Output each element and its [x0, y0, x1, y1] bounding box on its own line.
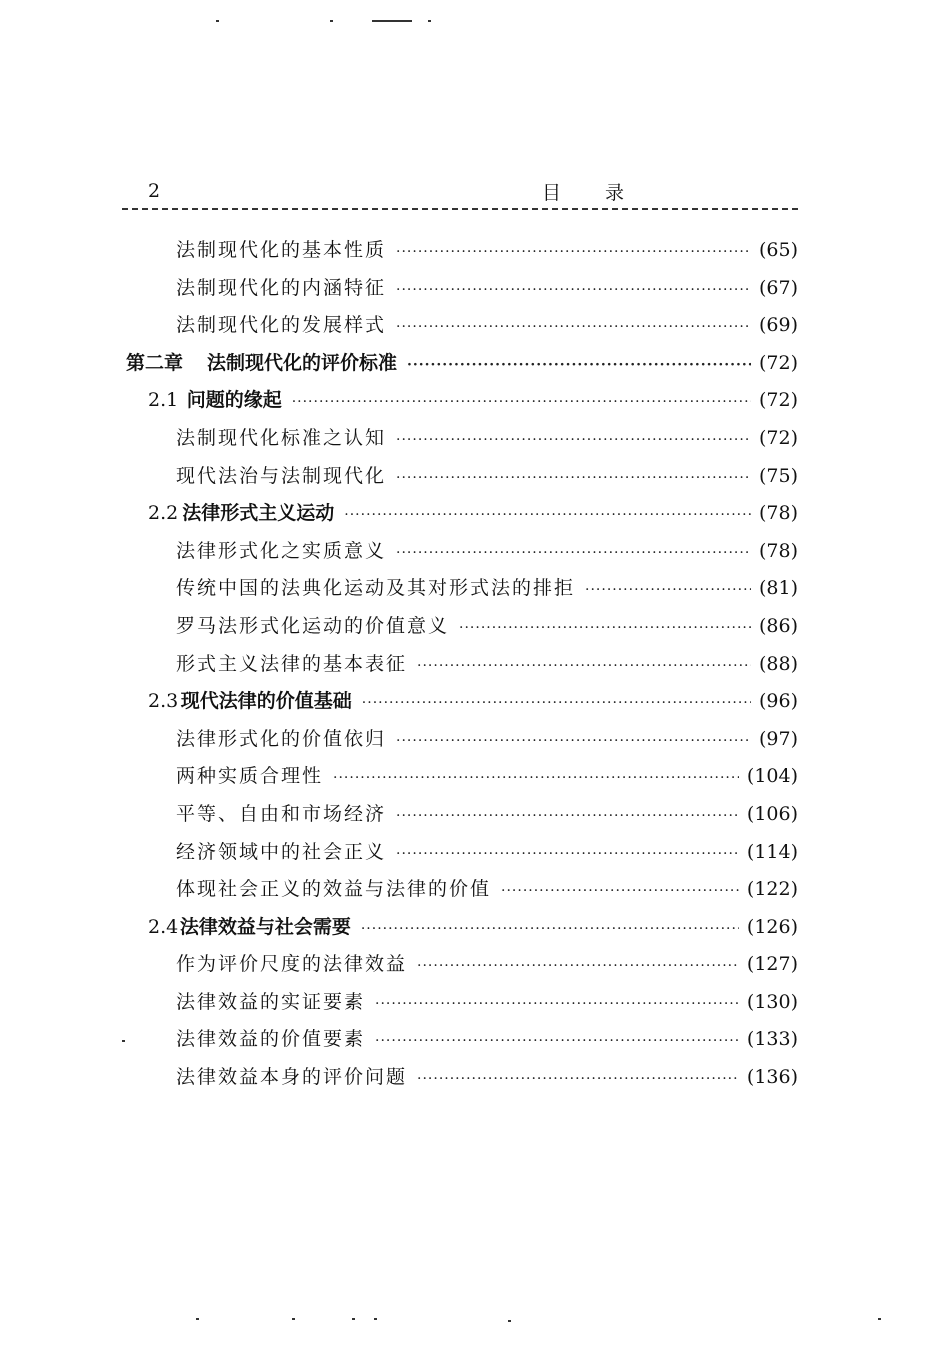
- toc-entry-title: 法制现代化的评价标准: [207, 351, 398, 374]
- toc-entry-title: 法制现代化标准之认知: [176, 426, 387, 449]
- toc-entry-page: (114): [746, 840, 798, 863]
- toc-entry-title: 法制现代化的基本性质: [176, 239, 387, 261]
- page-header: [122, 176, 798, 206]
- toc-entry-title: 法律效益的实证要素: [176, 990, 366, 1013]
- dot-leader: [396, 836, 739, 874]
- table-of-contents: [122, 232, 798, 1097]
- dot-leader: [501, 873, 739, 911]
- dot-leader: [375, 1023, 739, 1061]
- toc-entry: [122, 946, 798, 984]
- section-number: 2.2: [148, 502, 179, 525]
- toc-entry: [122, 270, 798, 308]
- toc-entry-page: (106): [746, 802, 798, 825]
- dot-leader: [417, 1061, 739, 1099]
- toc-entry-page: (126): [746, 915, 798, 938]
- toc-entry-title: 法律效益本身的评价问题: [176, 1066, 408, 1089]
- toc-entry-page: (136): [746, 1066, 798, 1089]
- toc-entry-page: (72): [758, 351, 798, 374]
- toc-entry-title: 平等、自由和市场经济: [176, 802, 387, 825]
- toc-entry-title: 传统中国的法典化运动及其对形式法的排拒: [176, 577, 576, 600]
- scan-speck: [196, 1318, 199, 1320]
- toc-entry-page: (78): [758, 502, 798, 525]
- scan-speck: [352, 1318, 355, 1320]
- toc-entry-page: (104): [746, 765, 798, 788]
- page-number: 2: [148, 180, 161, 202]
- toc-entry-title: 法律效益与社会需要: [179, 915, 351, 938]
- scan-speck: [372, 20, 412, 22]
- scan-speck: [878, 1318, 881, 1320]
- toc-entry-title: 现代法律的价值基础: [180, 690, 352, 713]
- toc-entry: [122, 683, 798, 721]
- dot-leader: [375, 986, 739, 1024]
- toc-entry: [122, 1021, 798, 1059]
- dot-leader: [362, 685, 751, 723]
- toc-entry-title: 罗马法形式化运动的价值意义: [176, 614, 450, 637]
- dot-leader: [396, 798, 739, 836]
- toc-entry: [122, 984, 798, 1022]
- toc-entry: [122, 646, 798, 684]
- toc-entry: [122, 345, 798, 383]
- toc-entry: [122, 458, 798, 496]
- toc-entry-page: (67): [758, 276, 798, 299]
- dot-leader: [417, 648, 751, 686]
- running-title: 目录: [542, 182, 669, 204]
- scan-speck: [374, 1318, 377, 1320]
- scan-speck: [330, 20, 333, 22]
- scan-speck: [216, 20, 219, 22]
- toc-entry-page: (133): [746, 1028, 798, 1051]
- toc-entry: [122, 608, 798, 646]
- toc-entry: [122, 758, 798, 796]
- dot-leader: [333, 760, 739, 798]
- toc-entry-page: (127): [746, 953, 798, 976]
- dot-leader: [396, 422, 751, 460]
- dot-leader: [585, 572, 751, 610]
- dot-leader: [407, 347, 751, 385]
- toc-entry-page: (97): [758, 727, 798, 750]
- toc-entry: [122, 533, 798, 571]
- toc-entry: [122, 871, 798, 909]
- toc-entry-title: 体现社会正义的效益与法律的价值: [176, 878, 492, 901]
- header-rule: [122, 208, 798, 210]
- toc-entry-title: 两种实质合理性: [176, 765, 324, 788]
- toc-entry-page: (86): [758, 614, 798, 637]
- toc-entry-page: (81): [758, 577, 798, 600]
- toc-entry-title: 法律形式化的价值依归: [176, 727, 387, 750]
- toc-entry: [122, 495, 798, 533]
- toc-entry: [122, 834, 798, 872]
- toc-entry-title: 经济领域中的社会正义: [176, 840, 387, 863]
- dot-leader: [396, 234, 751, 272]
- dot-leader: [396, 309, 751, 347]
- toc-entry: [122, 570, 798, 608]
- dot-leader: [459, 610, 751, 648]
- toc-entry-page: (88): [758, 652, 798, 675]
- toc-entry-title: 法制现代化的发展样式: [176, 314, 387, 337]
- toc-entry-page: (96): [758, 690, 798, 713]
- dot-leader: [344, 497, 751, 535]
- toc-entry-title: 法律形式主义运动: [182, 502, 335, 525]
- toc-entry-page: (72): [758, 389, 798, 412]
- section-number: 2.1: [148, 389, 179, 412]
- dot-leader: [417, 948, 739, 986]
- toc-entry: [122, 420, 798, 458]
- toc-entry-page: (69): [758, 314, 798, 337]
- toc-entry-title: 形式主义法律的基本表征: [176, 652, 408, 675]
- dot-leader: [396, 272, 751, 310]
- toc-entry-title: 作为评价尺度的法律效益: [176, 953, 408, 976]
- toc-entry: [122, 1059, 798, 1097]
- toc-entry-title: 法律效益的价值要素: [176, 1028, 366, 1051]
- scan-speck: [428, 20, 431, 22]
- dot-leader: [292, 384, 751, 422]
- toc-entry: [122, 721, 798, 759]
- toc-entry-title: 法制现代化的内涵特征: [176, 276, 387, 299]
- toc-entry-title: 问题的缘起: [186, 389, 282, 412]
- toc-entry-page: (75): [758, 464, 798, 487]
- toc-entry-title: 法律形式化之实质意义: [176, 539, 387, 562]
- toc-entry: [122, 307, 798, 345]
- toc-entry: [122, 909, 798, 947]
- toc-entry: [122, 382, 798, 420]
- scan-speck: [122, 1040, 125, 1042]
- toc-entry-page: (65): [758, 239, 798, 261]
- section-number: 2.4: [148, 915, 179, 938]
- dot-leader: [361, 911, 739, 949]
- toc-entry: [122, 796, 798, 834]
- toc-entry-title: 现代法治与法制现代化: [176, 464, 387, 487]
- toc-entry-page: (72): [758, 426, 798, 449]
- toc-entry-page: (78): [758, 539, 798, 562]
- scan-speck: [508, 1320, 511, 1322]
- dot-leader: [396, 535, 751, 573]
- chapter-label: 第二章: [126, 351, 184, 374]
- toc-entry-page: (130): [746, 990, 798, 1013]
- section-number: 2.3: [148, 690, 179, 713]
- scan-speck: [292, 1318, 295, 1320]
- dot-leader: [396, 723, 751, 761]
- toc-entry-page: (122): [746, 878, 798, 901]
- dot-leader: [396, 460, 751, 498]
- toc-entry: [122, 232, 798, 270]
